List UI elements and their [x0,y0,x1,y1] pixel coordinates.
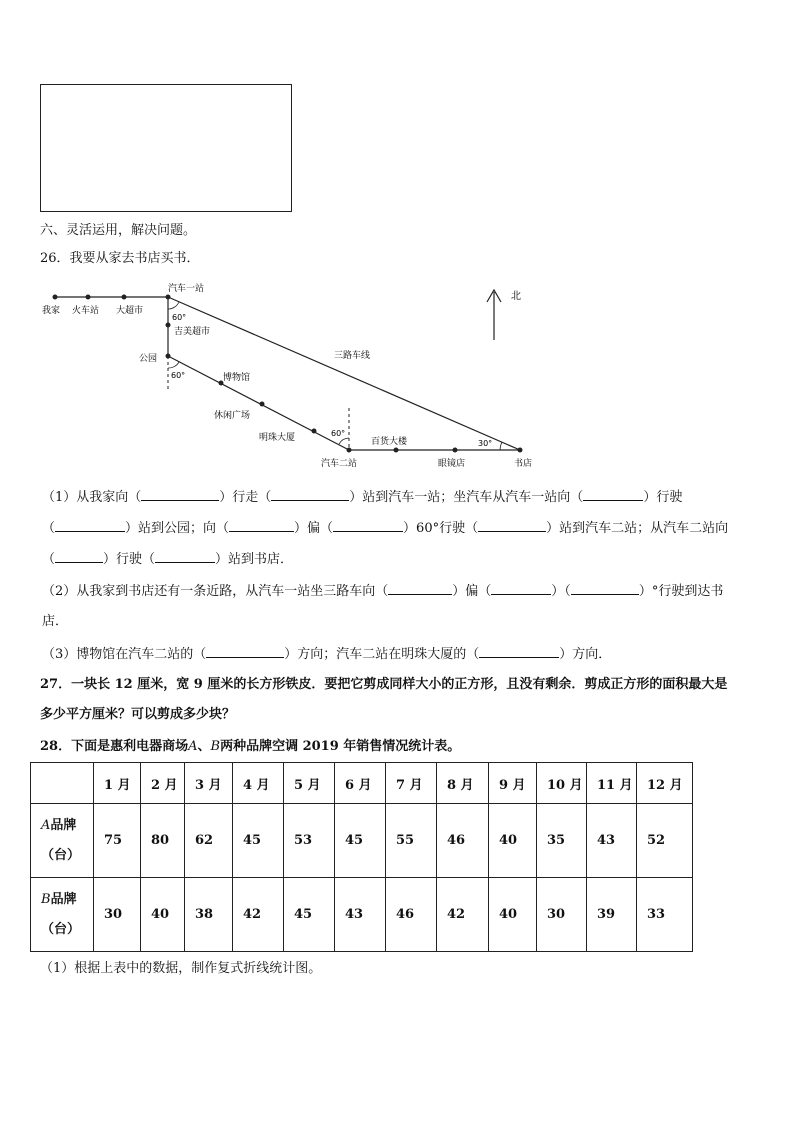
month-header: 10 月 [537,763,587,804]
label-leisure-square: 休闲广场 [214,411,251,421]
map-dot-leisure [260,402,265,407]
label-bus-stop2: 汽车二站 [321,459,358,469]
month-header: 4 月 [233,763,284,804]
table-cell: 75 [94,804,141,878]
month-header: 9 月 [489,763,537,804]
row-header-brand-a: A品牌 （台） [31,804,94,878]
map-line-route3 [168,297,520,450]
label-home: 我家 [42,306,61,316]
q26-p1-line1: （1）从我家向（ ）行走（ ）站到汽车一站；坐汽车从汽车一站向（ ）行驶 [42,490,683,505]
label-park: 公园 [139,354,158,364]
table-cell: 40 [489,878,537,952]
table-cell: 45 [233,804,284,878]
q26-title: 26．我要从家去书店买书． [40,251,200,266]
route-map [0,270,794,480]
label-route3: 三路车线 [334,351,371,361]
map-arc-60b [168,362,179,368]
map-dot-pearl [312,429,317,434]
label-department-store: 百货大楼 [371,437,408,447]
q26-p2-line2: 店． [42,614,69,629]
answer-blank[interactable] [271,488,349,501]
label-bus-stop1: 汽车一站 [168,284,205,294]
label-optician: 眼镜店 [438,459,466,469]
table-cell: 30 [94,878,141,952]
map-dot-optician [453,448,458,453]
map-arc-60c [339,438,349,444]
month-header: 2 月 [141,763,185,804]
answer-blank[interactable] [388,582,452,595]
month-header: 1 月 [94,763,141,804]
month-header: 8 月 [437,763,489,804]
table-cell: 35 [537,804,587,878]
month-header: 7 月 [386,763,437,804]
table-cell: 42 [233,878,284,952]
table-cell: 43 [335,878,386,952]
label-jimei: 吉美超市 [174,327,211,337]
label-angle-60c: 60° [331,429,346,438]
label-supermarket: 大超市 [116,306,144,316]
month-header: 5 月 [284,763,335,804]
label-bookstore: 书店 [514,459,533,469]
table-cell: 42 [437,878,489,952]
month-header: 3 月 [185,763,233,804]
table-cell: 62 [185,804,233,878]
label-pearl-building: 明珠大厦 [259,433,296,443]
q26-p2-line1: （2）从我家到书店还有一条近路，从汽车一站坐三路车向（ ）偏（ ）（ ）°行驶到达书 [42,584,724,599]
row-header-brand-b: B品牌 （台） [31,878,94,952]
table-cell: 39 [587,878,637,952]
q26-p3-line1: （3）博物馆在汽车二站的（ ）方向；汽车二站在明珠大厦的（ ）方向． [42,647,612,662]
label-angle-60a: 60° [172,313,187,322]
table-corner-cell [31,763,94,804]
table-cell: 46 [437,804,489,878]
table-cell: 45 [284,878,335,952]
map-arc-60a [168,302,179,309]
table-cell: 55 [386,804,437,878]
table-row-brand-a [31,804,693,878]
q26-p1-line2: （ ）站到公园；向（ ）偏（ ）60°行驶（ ）站到汽车二站；从汽车二站向 [42,521,729,536]
sales-table [30,762,693,952]
table-cell: 46 [386,878,437,952]
answer-blank[interactable] [55,519,125,532]
month-header: 6 月 [335,763,386,804]
map-dot-home [53,295,58,300]
answer-blank[interactable] [155,550,215,563]
answer-blank[interactable] [55,550,103,563]
answer-blank[interactable] [206,645,284,658]
table-cell: 53 [284,804,335,878]
map-dot-stop2 [347,448,352,453]
label-train-station: 火车站 [72,306,100,316]
answer-blank[interactable] [583,488,643,501]
month-header: 12 月 [637,763,693,804]
map-dot-supermarket [122,295,127,300]
answer-blank[interactable] [491,582,551,595]
table-header-row [31,763,693,804]
answer-blank[interactable] [333,519,403,532]
map-dot-dept [394,448,399,453]
table-cell: 33 [637,878,693,952]
label-angle-60b: 60° [171,371,186,380]
answer-blank[interactable] [479,645,559,658]
q27-line1: 27．一块长 12 厘米，宽 9 厘米的长方形铁皮．要把它剪成同样大小的正方形，且没有剩余．剪成正方形的面积最大是 [40,677,728,692]
table-cell: 40 [141,878,185,952]
map-dot-train [86,295,91,300]
table-cell: 52 [637,804,693,878]
q28-p1: （1）根据上表中的数据，制作复式折线统计图。 [40,961,322,976]
table-cell: 80 [141,804,185,878]
q26-p1-line3: （ ）行驶（ ）站到书店． [42,552,294,567]
map-arc-30 [500,442,502,450]
table-cell: 43 [587,804,637,878]
answer-box [40,84,292,212]
table-cell: 45 [335,804,386,878]
answer-blank[interactable] [571,582,639,595]
table-cell: 30 [537,878,587,952]
map-dot-jimei [166,323,171,328]
label-museum: 博物馆 [223,373,251,383]
table-cell: 38 [185,878,233,952]
label-angle-30: 30° [478,439,493,448]
month-header: 11 月 [587,763,637,804]
answer-blank[interactable] [141,488,219,501]
q27-line2: 多少平方厘米？可以剪成多少块？ [40,707,236,722]
table-row-brand-b [31,878,693,952]
north-label: 北 [511,291,521,302]
answer-blank[interactable] [478,519,546,532]
q28-title: 28．下面是惠利电器商场A、B两种品牌空调 2019 年销售情况统计表。 [40,739,461,754]
answer-blank[interactable] [229,519,294,532]
table-cell: 40 [489,804,537,878]
section-heading: 六、灵活运用，解决问题。 [40,223,197,238]
